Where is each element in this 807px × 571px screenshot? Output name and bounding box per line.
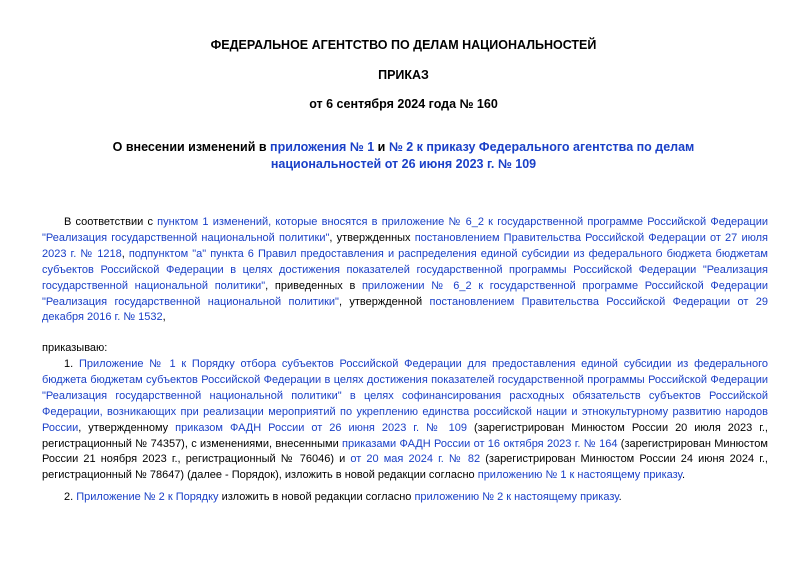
doc-date: от 6 сентября 2024 года № 160 [309,97,498,111]
link-annex-2-this-order[interactable]: приложению № 2 к настоящему приказу [414,491,619,503]
link-government-resolution-1532[interactable]: постановлением Правительства Российской Федерации от 29 декабря 2016 г. № 1532 [42,295,768,324]
link-government-resolution-1218[interactable]: постановлением Правительства Российской Федерации от 27 июля 2023 г. № 1218 [42,231,768,260]
paragraph-text: , [121,247,129,260]
title-text: и [374,140,389,154]
order-item-1 [42,357,768,484]
paragraph-text: , утвержденных [329,231,415,244]
paragraph-text: , [162,311,166,324]
order-item-2 [42,490,768,506]
title-link-appendix-1[interactable]: приложения № 1 [270,140,375,154]
item-text: , утвержденному [78,421,176,434]
item-number: 1. [64,358,79,370]
doc-type: ПРИКАЗ [378,68,429,82]
paragraph-text: В соответствии с [64,216,158,228]
preamble-paragraph [42,215,768,326]
paragraph-text: , утвержденной [338,295,430,308]
link-orders-164[interactable]: приказами ФАДН России от 16 октября 2023 г. № 164 [342,437,618,450]
item-text: (зарегистрирован Минюстом России 20 июля 2023 г., регистрационный № 74357), с изменениями, внесенными [42,421,768,450]
title-text: О внесении изменений в [112,140,271,154]
item-text: изложить в новой редакции согласно [218,491,415,503]
item-text: . [681,469,686,482]
paragraph-text: , приведенных в [265,279,362,292]
link-order-109[interactable]: приказом ФАДН России от 26 июня 2023 г. № 109 [175,421,468,434]
link-appendix-6-2[interactable]: приложении № 6_2 к государственной программе Российской Федерации "Реализация государственной национальной политики" [42,279,768,308]
agency-name: ФЕДЕРАЛЬНОЕ АГЕНТСТВО ПО ДЕЛАМ НАЦИОНАЛЬНОСТЕЙ [210,38,597,52]
item-text: (зарегистрирован Минюстом России 24 июня 2024 г., регистрационный № 78647) (далее - Порядок), изложить в новой редакции согласно [42,453,768,482]
item-text: (зарегистрирован Минюстом России 21 ноября 2023 г., регистрационный № 76046) и [42,437,768,466]
link-appendix-2-procedure[interactable]: Приложение № 2 к Порядку [76,491,219,503]
link-order-82[interactable]: от 20 мая 2024 г. № 82 [350,453,481,466]
item-text: . [618,491,622,503]
item-number: 2. [64,491,77,503]
title-link-appendix-2[interactable]: № 2 к приказу Федерального агентства по делам национальностей от 26 июня 2023 г. № 109 [270,140,695,171]
link-changes-point-1[interactable]: пунктом 1 изменений, которые вносятся в приложение № 6_2 к государственной программе Российской Федерации "Реализация государственной национальной политики" [42,216,768,244]
link-appendix-1-procedure[interactable]: Приложение № 1 к Порядку отбора субъектов Российской Федерации для предоставления единой субсидии из федерального бюджета бюджетам субъектов Российской Федерации в целях достижения показателей государственной программы Российской Федерации "Реализация государственной национальной политики" в целях софинансирования расходных обязательств субъектов Российской Федерации, возникающих при реализации мероприятий по укреплению единства российской нации и этнокультурному развитию народов России [42,358,768,434]
document-title [70,139,737,173]
order-word: приказываю: [42,342,108,354]
link-annex-1-this-order[interactable]: приложению № 1 к настоящему приказу [477,469,682,482]
link-rules-subparagraph-a[interactable]: подпунктом "а" пункта 6 Правил предоставления и распределения единой субсидии из федерального бюджета бюджетам субъектов Российской Федерации в целях достижения показателей государственной программы Российской Федерации "Реализация государственной национальной политики" [42,247,768,292]
